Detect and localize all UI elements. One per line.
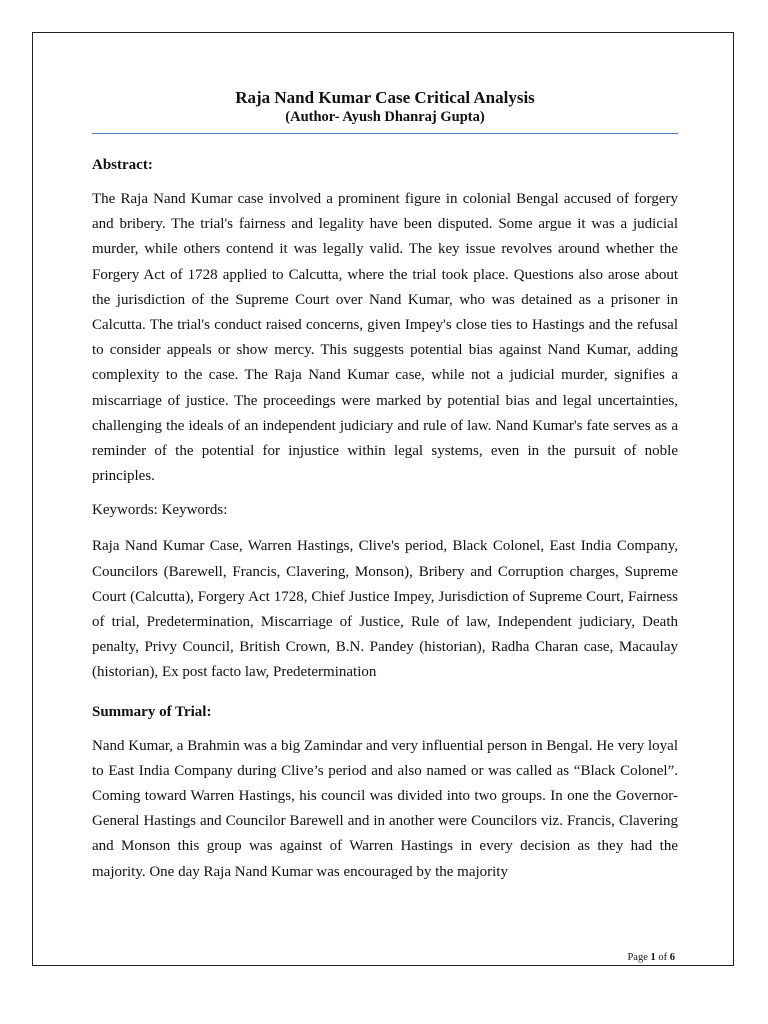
- summary-heading: Summary of Trial:: [92, 703, 212, 720]
- abstract-heading: Abstract:: [92, 157, 153, 173]
- summary-paragraph: Nand Kumar, a Brahmin was a big Zamindar and very influential person in Bengal. He very loyal to East India Company during Clive’s period and also named or was called as “Black Colonel”. Coming toward Warren Hastings, his council was divided into two groups. In one the Governor-General Hastings and Councilor Barewell and in another were Councilors viz. Francis, Clavering and Monson this group was against of Warren Hastings in every decision as they had the majority. One day Raja Nand Kumar was encouraged by the majority: [92, 737, 678, 880]
- keywords-paragraph: Raja Nand Kumar Case, Warren Hastings, Clive's period, Black Colonel, East India Company, Councilors (Barewell, Francis, Clavering, Monson), Bribery and Corruption charges, Supreme Court (Calcutta), Forgery Act 1728, Chief Justice Impey, Jurisdiction of Supreme Court, Fairness of trial, Predetermination, Miscarriage of Justice, Rule of law, Independent judiciary, Death penalty, Privy Council, British Crown, B.N. Pandey (historian), Radha Charan case, Macaulay (historian), Ex post facto law, Predetermination: [92, 538, 678, 681]
- page-number: [560, 951, 675, 965]
- page-word: Page: [627, 952, 648, 963]
- keywords-label: Keywords: Keywords:: [92, 502, 228, 519]
- document-title: Raja Nand Kumar Case Critical Analysis: [235, 88, 535, 107]
- page-total: 6: [669, 952, 675, 963]
- document-body: [92, 88, 678, 885]
- document-author: (Author- Ayush Dhanraj Gupta): [285, 109, 485, 125]
- page-current: 1: [650, 952, 656, 963]
- of-word: of: [658, 952, 668, 963]
- abstract-paragraph: The Raja Nand Kumar case involved a prominent figure in colonial Bengal accused of forgery and bribery. The trial's fairness and legality have been disputed. Some argue it was a judicial murder, while others contend it was legally valid. The key issue revolves around whether the Forgery Act of 1728 applied to Calcutta, where the trial took place. Questions also arose about the jurisdiction of the Supreme Court over Nand Kumar, who was detained as a prisoner in Calcutta. The trial's conduct raised concerns, given Impey's close ties to Hastings and the refusal to consider appeals or show mercy. This suggests potential bias against Nand Kumar, adding complexity to the case. The Raja Nand Kumar case, while not a judicial murder, signifies a miscarriage of justice. The proceedings were marked by potential bias and legal uncertainties, challenging the ideals of an independent judiciary and rule of law. Nand Kumar's fate serves as a reminder of the potential for injustice within legal systems, even in the pursuit of noble principles.: [92, 191, 678, 485]
